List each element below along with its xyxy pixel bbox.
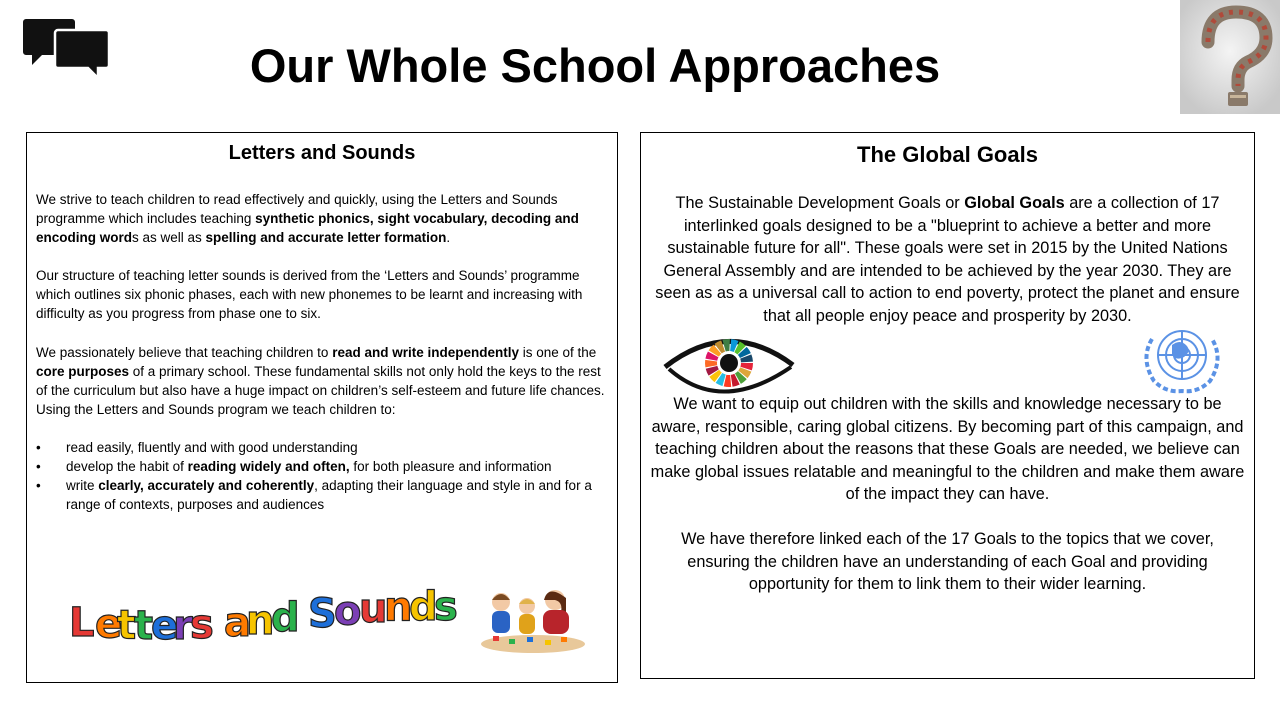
logo-letter: e [151, 603, 179, 650]
speech-bubbles-icon [22, 16, 112, 80]
bold-run: read and write independently [332, 344, 519, 360]
logo-letter: n [246, 597, 275, 644]
list-item [36, 457, 609, 476]
text-run: We have therefore linked each of the 17 Goals to the topics that we cover, ensuring the children have an understanding of each Goal and providing opportunity for them to link them to their wider learning. [681, 530, 1214, 593]
logo-letter: d [409, 588, 438, 630]
bold-run: reading widely and often, [187, 459, 350, 475]
logo-letter: r [173, 602, 193, 649]
logo-letter: t [134, 602, 154, 649]
text-run: Our structure of teaching letter sounds is derived from the ‘Letters and Sounds’ programme which outlines six phonic phases, each with new phonemes to be learnt and increasing with difficulty as you progress from phase one to six. [36, 268, 583, 322]
bullet-icon: • [36, 439, 41, 455]
text-run: . [446, 230, 451, 246]
list-item [36, 476, 609, 514]
global-goals-eye-icon [661, 329, 797, 399]
global-goals-panel [640, 132, 1255, 679]
list-item-text [66, 478, 592, 512]
letters-and-sounds-panel [26, 132, 618, 683]
bold-run: synthetic phonics, sight vocabulary, decoding and encoding word [36, 211, 579, 246]
text-run: develop the habit of [66, 459, 188, 475]
un-emblem-icon [1136, 319, 1228, 395]
logo-letter: e [95, 601, 123, 648]
text-run: We want to equip out children with the skills and knowledge necessary to be aware, responsible, caring global citizens. By becoming part of this campaign, and teaching children about the reasons that these Goals are needed, we believe can make global issues relatable and meaningful to the children and make them aware of the impact they can have. [650, 395, 1245, 503]
text-run: We passionately believe that teaching children to [36, 344, 333, 360]
logo-letter: s [434, 588, 458, 630]
text-run: write [66, 478, 99, 494]
global-goals-intro-text [649, 192, 1246, 327]
list-item-text [66, 440, 358, 455]
citizenship-text [649, 393, 1246, 506]
logo-letter: s [190, 602, 214, 649]
topics-link-text [649, 528, 1246, 596]
logo-letter: t [117, 602, 137, 649]
logo-letter: n [384, 588, 413, 631]
structure-paragraph [36, 266, 609, 323]
logo-letter: S [308, 590, 337, 637]
text-run: are a collection of 17 interlinked goals designed to be a "blueprint to achieve a better and more sustainable future for all". These goals were set in 2015 by the United Nations General Assembly and are intended to be achieved by the year 2030. They are seen as as a universal call to action to end poverty, protect the planet and ensure that all people enjoy peace and prosperity by 2030. [655, 194, 1240, 325]
logo-letter: d [271, 595, 300, 642]
letters-and-sounds-title: Letters and Sounds [228, 142, 416, 164]
text-run: s as well as [132, 230, 206, 246]
logo-letter: o [334, 588, 362, 635]
slide-title: Our Whole School Approaches [249, 39, 941, 92]
children-reading-image [479, 588, 587, 653]
question-mark-books-image [1180, 0, 1280, 114]
phonics-intro-paragraph [36, 190, 609, 247]
text-run: , adapting their language and style in and for a range of contexts, purposes and audiences [66, 478, 592, 513]
list-item [36, 438, 609, 457]
bold-run: Global Goals [964, 194, 1065, 212]
text-run: The Sustainable Development Goals or [675, 194, 965, 212]
list-item-text [66, 459, 552, 474]
global-goals-title: The Global Goals [857, 142, 1038, 167]
text-run: is one of the [518, 344, 597, 360]
sdg-ring-segment [705, 360, 717, 368]
letters-and-sounds-body [36, 190, 609, 514]
reading-goals-list [36, 438, 609, 514]
citizenship-paragraph [649, 393, 1246, 506]
topics-link-paragraph [649, 528, 1246, 596]
text-run: for both pleasure and information [349, 459, 552, 475]
bold-run: spelling and accurate letter formation [205, 230, 447, 246]
logo-letter: L [69, 600, 95, 647]
logo-letter: a [224, 599, 251, 646]
bullet-icon: • [36, 478, 41, 494]
text-run: We strive to teach children to read effectively and quickly, using the Letters and Sounds programme which includes teaching [36, 192, 558, 227]
text-run: of a primary school. These fundamental skills not only hold the keys to the rest of the curriculum but also have a huge impact on children’s self-esteem and future life chances. Using the Letters and Sounds program we teach children to: [36, 363, 605, 417]
logo-letter: u [359, 588, 388, 633]
global-goals-intro-paragraph [649, 192, 1246, 327]
bold-run: core purposes [36, 363, 130, 379]
bold-run: clearly, accurately and coherently [98, 478, 315, 494]
purpose-paragraph [36, 343, 609, 419]
bullet-icon: • [36, 459, 41, 475]
text-run: read easily, fluently and with good understanding [66, 439, 358, 455]
